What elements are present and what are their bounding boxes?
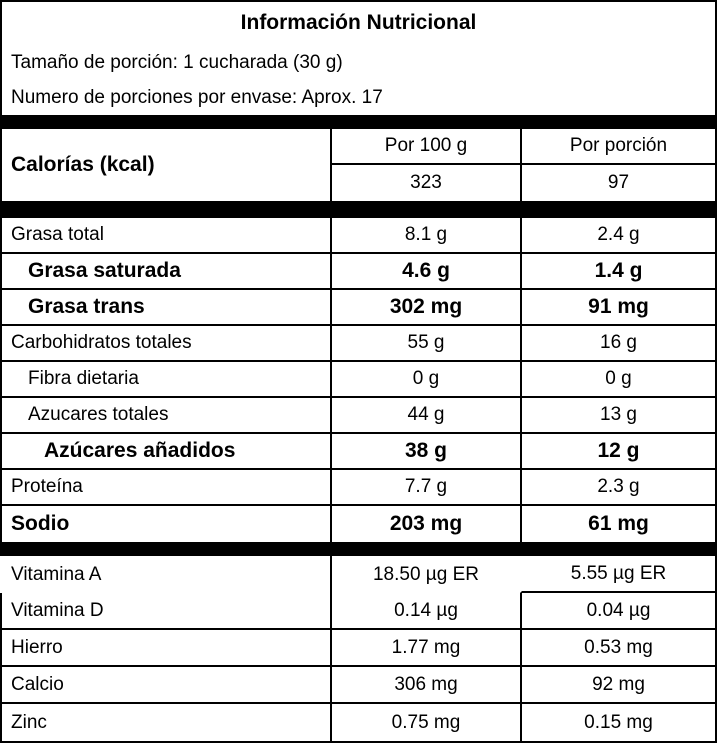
nutrient-name: Fibra dietaria — [28, 368, 139, 389]
value-per-100g: 0.14 µg — [330, 593, 520, 630]
value-per-100g: 0.75 mg — [330, 704, 520, 741]
value-per-100g: 302 mg — [330, 290, 520, 324]
value-per-portion: 0.04 µg — [520, 593, 715, 630]
nutrient-name: Azucares totales — [28, 404, 169, 425]
value-per-100g: 1.77 mg — [330, 630, 520, 667]
nutrient-name: Grasa total — [11, 224, 104, 245]
row-carbohidratos-totales — [0, 326, 715, 362]
column-header-per-100g: Por 100 g — [330, 129, 520, 163]
value-per-100g: 38 g — [330, 434, 520, 468]
nutrient-name: Calcio — [2, 667, 330, 704]
calories-per-100g-value: 323 — [330, 165, 520, 201]
row-zinc — [0, 704, 715, 741]
row-azucares-totales — [0, 398, 715, 434]
row-proteina — [0, 470, 715, 506]
label-title: Información Nutricional — [240, 11, 477, 34]
value-per-100g: 18.50 µg ER — [330, 556, 520, 593]
nutrient-name: Carbohidratos totales — [11, 332, 192, 353]
value-per-100g: 7.7 g — [330, 470, 520, 504]
value-per-100g: 44 g — [330, 398, 520, 432]
value-per-100g: 55 g — [330, 326, 520, 360]
row-vitamina-a — [0, 556, 715, 593]
column-header-row — [330, 129, 715, 165]
section-divider-bar-bottom — [0, 542, 715, 556]
label-header — [0, 2, 715, 115]
value-per-portion: 13 g — [520, 398, 715, 432]
row-grasa-saturada — [0, 254, 715, 290]
nutrient-name: Vitamina A — [11, 563, 102, 585]
nutrient-name: Grasa saturada — [28, 259, 181, 282]
nutrient-name: Hierro — [2, 630, 330, 667]
value-per-100g: 306 mg — [330, 667, 520, 704]
calories-values-row — [330, 165, 715, 201]
section-divider-bar-top — [0, 115, 715, 129]
nutrient-name: Azúcares añadidos — [44, 439, 236, 462]
calories-label: Calorías (kcal) — [11, 153, 155, 176]
value-per-portion: 12 g — [520, 434, 715, 468]
row-calcio — [0, 667, 715, 704]
servings-per-container-text: Numero de porciones por envase: Aprox. 17 — [11, 87, 383, 108]
nutrient-name: Zinc — [11, 711, 47, 733]
value-per-portion: 16 g — [520, 326, 715, 360]
section-divider-bar-middle — [0, 201, 715, 218]
nutrient-name: Sodio — [11, 512, 70, 535]
calories-section — [0, 129, 715, 201]
micronutrients-section — [0, 556, 715, 741]
row-grasa-trans — [0, 290, 715, 326]
value-per-100g: 0 g — [330, 362, 520, 396]
value-per-100g: 4.6 g — [330, 254, 520, 288]
value-per-portion: 0.53 mg — [520, 630, 715, 667]
row-grasa-total — [0, 218, 715, 254]
value-per-portion: 92 mg — [520, 667, 715, 704]
value-per-portion: 2.4 g — [520, 218, 715, 252]
nutrient-name: Vitamina D — [2, 593, 330, 630]
value-per-portion: 2.3 g — [520, 470, 715, 504]
column-header-per-portion: Por porción — [520, 129, 715, 163]
value-per-portion: 61 mg — [520, 506, 715, 542]
nutrient-name: Proteína — [11, 476, 83, 497]
row-vitamina-d — [0, 593, 715, 630]
value-per-portion: 91 mg — [520, 290, 715, 324]
row-azucares-anadidos — [0, 434, 715, 470]
value-per-portion: 1.4 g — [520, 254, 715, 288]
value-per-portion: 0 g — [520, 362, 715, 396]
value-per-100g: 8.1 g — [330, 218, 520, 252]
calories-per-portion-value: 97 — [520, 165, 715, 201]
value-per-portion: 0.15 mg — [520, 704, 715, 741]
row-hierro — [0, 630, 715, 667]
nutrient-name: Grasa trans — [28, 295, 145, 318]
row-sodio — [0, 506, 715, 542]
value-per-100g: 203 mg — [330, 506, 520, 542]
value-per-portion: 5.55 µg ER — [520, 556, 715, 593]
nutrients-section — [0, 218, 715, 542]
calories-columns — [330, 129, 715, 201]
row-fibra-dietaria — [0, 362, 715, 398]
serving-size-text: Tamaño de porción: 1 cucharada (30 g) — [11, 51, 343, 73]
